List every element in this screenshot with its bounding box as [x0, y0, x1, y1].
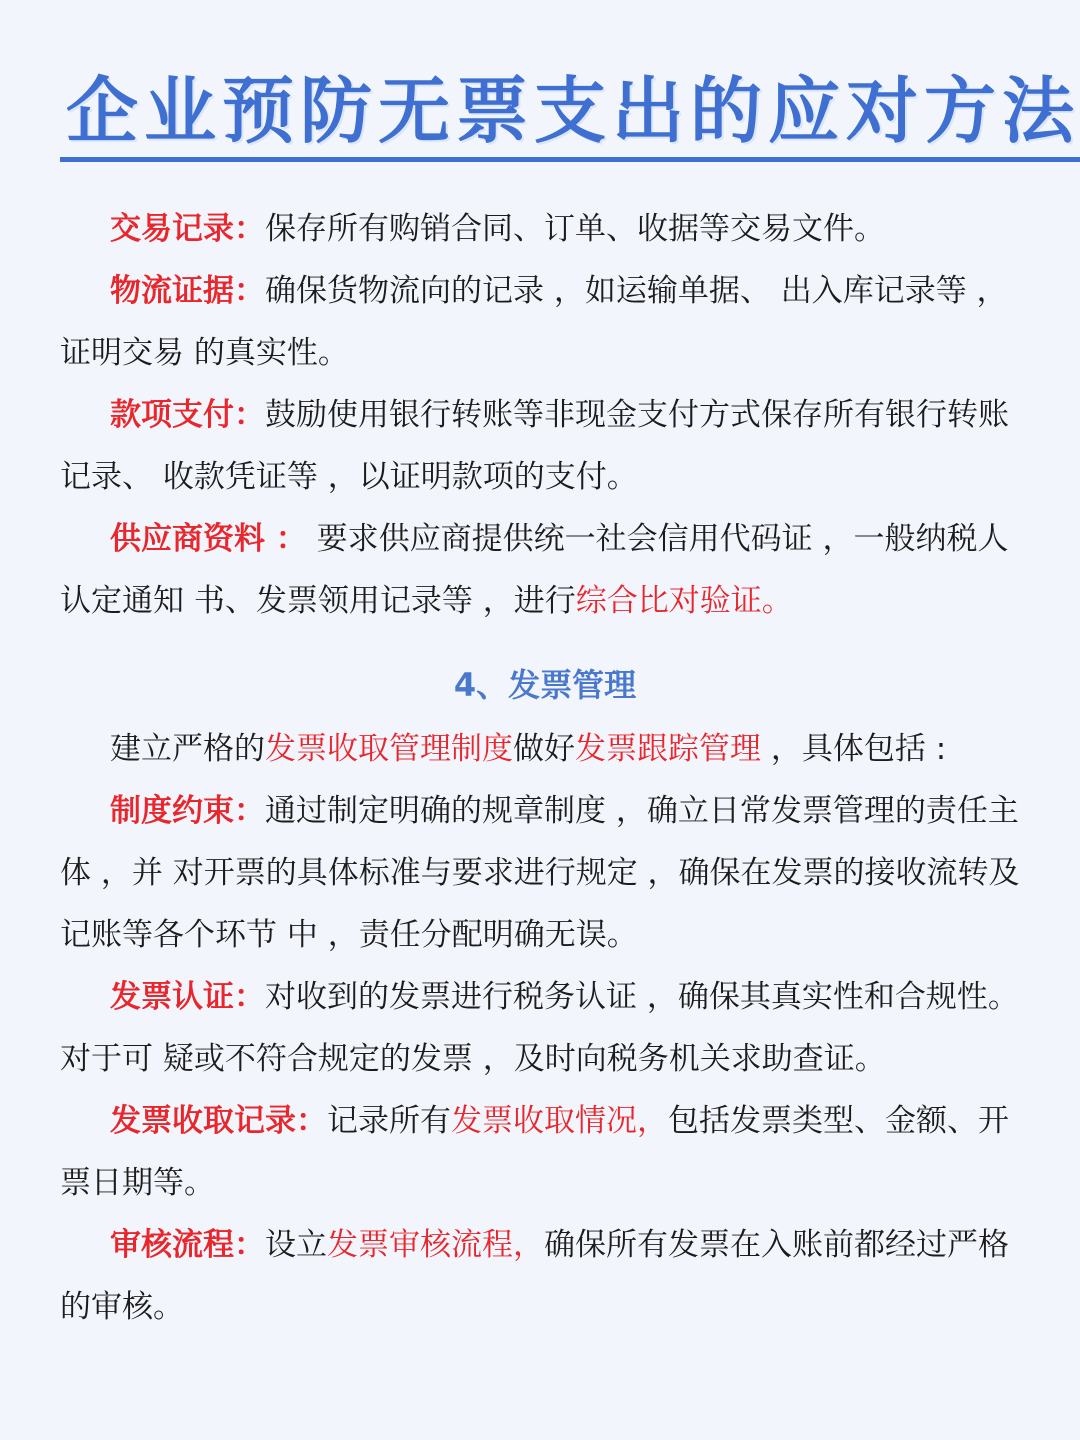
item-text: 记录所有 [327, 1102, 451, 1139]
item-text: 要求供应商提供统一社会信用代码证 ，一般纳税人认定通知 书、发票领用记录等 ，进行 [60, 520, 1009, 619]
highlight-text: 发票收取管理制度 [265, 730, 513, 767]
lead-text: 做好 [513, 730, 575, 767]
highlight-text: 综合比对验证。 [575, 582, 793, 619]
term-label: 款项支付： [110, 396, 265, 433]
item-logistics-evidence [60, 260, 1030, 384]
page-title-text: 企业预防无票支出的应对方法 [60, 70, 1080, 162]
lead-text: ，具体包括 : [761, 730, 947, 767]
page-title [60, 69, 1080, 162]
term-label: 审核流程： [110, 1226, 265, 1263]
section-lead [60, 718, 1030, 780]
item-system-constraint [60, 780, 1030, 966]
item-invoice-certification [60, 966, 1030, 1090]
section-heading: 4、发票管理 [453, 665, 637, 704]
item-transaction-records [60, 198, 1030, 260]
item-text: 对收到的发票进行税务认证 ，确保其真实性和合规性。对于可 疑或不符合规定的发票 ，及时向税务机关求助查证。 [60, 978, 1019, 1077]
item-supplier-info [60, 508, 1030, 632]
highlight-text: 发票审核流程， [327, 1226, 544, 1263]
term-label: 制度约束： [110, 792, 265, 829]
item-payment [60, 384, 1030, 508]
term-label: 交易记录： [110, 210, 265, 247]
item-text: 确保货物流向的记录 ，如运输单据、 出入库记录等 ，证明交易 的真实性。 [60, 272, 1008, 371]
term-label: 发票认证： [110, 978, 265, 1015]
item-invoice-receipt-records [60, 1090, 1030, 1214]
item-text: 通过制定明确的规章制度 ，确立日常发票管理的责任主体 ，并 对开票的具体标准与要求进行规定 ，确保在发票的接收流转及记账等各个环节 中 ，责任分配明确无误。 [60, 792, 1020, 953]
item-text: 确保所有发票在入账前都经过严格的审核。 [60, 1226, 1009, 1325]
highlight-text: 发票收取情况， [451, 1102, 668, 1139]
term-label: 供应商资料 ： [110, 520, 307, 557]
item-text: 设立 [265, 1226, 327, 1263]
item-text: 保存所有购销合同、订单、收据等交易文件。 [265, 210, 885, 247]
highlight-text: 发票跟踪管理 [575, 730, 761, 767]
item-text: 鼓励使用银行转账等非现金支付方式保存所有银行转账记录、 收款凭证等 ，以证明款项的支付。 [60, 396, 1009, 495]
term-label: 发票收取记录： [110, 1102, 327, 1139]
lead-text: 建立严格的 [110, 730, 265, 767]
item-review-process [60, 1214, 1030, 1338]
item-text: 包括发票类型、金额、开票日期等。 [60, 1102, 1009, 1201]
term-label: 物流证据： [110, 272, 265, 309]
